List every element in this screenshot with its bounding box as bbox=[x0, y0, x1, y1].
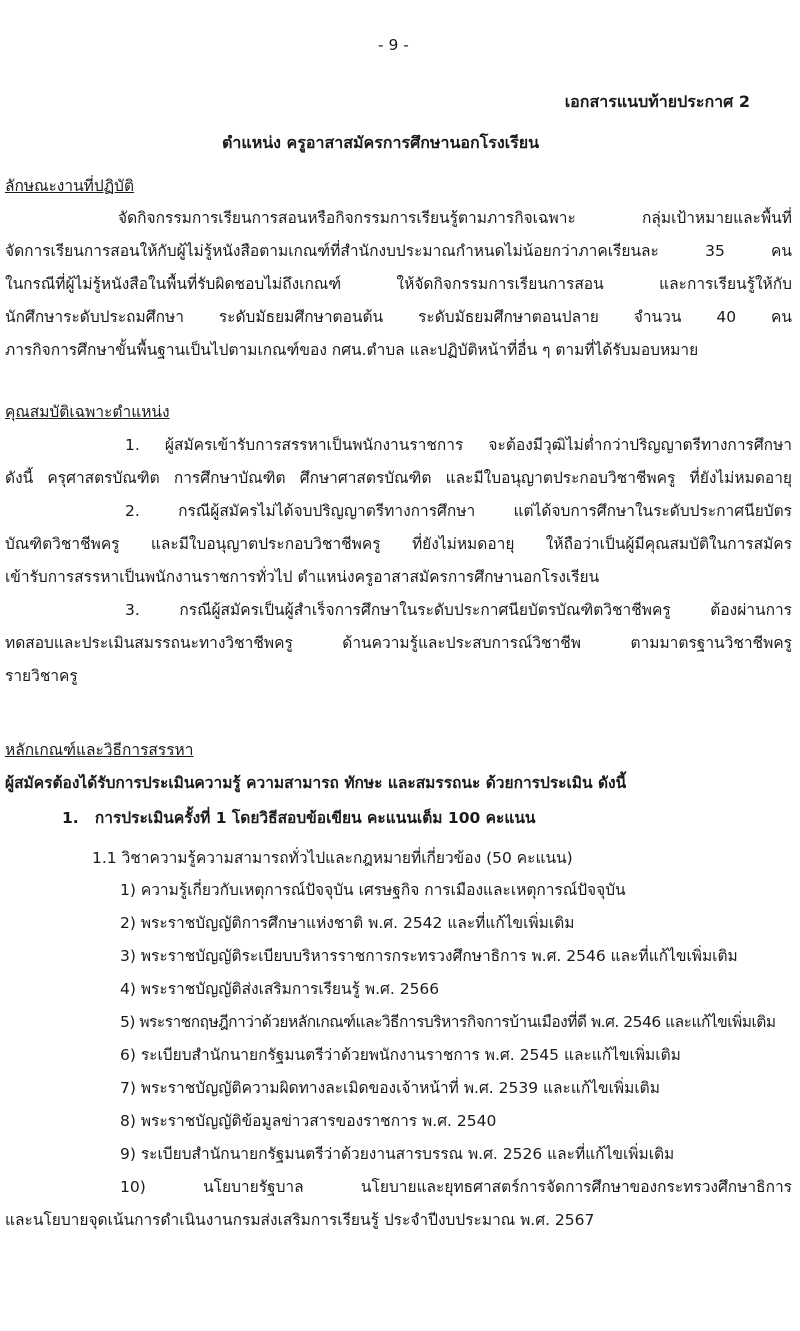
paragraph-line: จัดกิจกรรมการเรียนการสอนหรือกิจกรรมการเรียนรู้ตามภารกิจเฉพาะ กลุ่มเป้าหมายและพื้นที่ bbox=[118, 209, 792, 227]
paragraph-line: ทดสอบและประเมินสมรรถนะทางวิชาชีพครู ด้านความรู้และประสบการณ์วิชาชีพ ตามมาตรฐานวิชาชีพครู bbox=[5, 634, 792, 652]
list-item: 1) ความรู้เกี่ยวกับเหตุการณ์ปัจจุบัน เศรษฐกิจ การเมืองและเหตุการณ์ปัจจุบัน bbox=[120, 881, 626, 899]
list-item: 9) ระเบียบสำนักนายกรัฐมนตรีว่าด้วยงานสารบรรณ พ.ศ. 2526 และที่แก้ไขเพิ่มเติม bbox=[120, 1145, 675, 1163]
paragraph-line: 3. กรณีผู้สมัครเป็นผู้สำเร็จการศึกษาในระดับประกาศนียบัตรบัณฑิตวิชาชีพครู ต้องผ่านการ bbox=[125, 601, 792, 619]
paragraph-line: 1. ผู้สมัครเข้ารับการสรรหาเป็นพนักงานราชการ จะต้องมีวุฒิไม่ต่ำกว่าปริญญาตรีทางการศึกษา bbox=[125, 436, 792, 454]
list-item: 7) พระราชบัญญัติความผิดทางละเมิดของเจ้าหน้าที่ พ.ศ. 2539 และแก้ไขเพิ่มเติม bbox=[120, 1079, 660, 1097]
list-item: 5) พระราชกฤษฎีกาว่าด้วยหลักเกณฑ์และวิธีการบริหารกิจการบ้านเมืองที่ดี พ.ศ. 2546 และแก้ไขเพิ่มเติม bbox=[120, 1013, 776, 1031]
paragraph-line: 2. กรณีผู้สมัครไม่ได้จบปริญญาตรีทางการศึกษา แต่ได้จบการศึกษาในระดับประกาศนียบัตร bbox=[125, 502, 792, 520]
selection-heading: หลักเกณฑ์และวิธีการสรรหา bbox=[5, 741, 194, 759]
list-item-continuation: และนโยบายจุดเน้นการดำเนินงานกรมส่งเสริมการเรียนรู้ ประจำปีงบประมาณ พ.ศ. 2567 bbox=[5, 1211, 595, 1229]
paragraph-line: นักศึกษาระดับประถมศึกษา ระดับมัธยมศึกษาตอนต้น ระดับมัธยมศึกษาตอนปลาย จำนวน 40 คน bbox=[5, 308, 792, 326]
paragraph-line: บัณฑิตวิชาชีพครู และมีใบอนุญาตประกอบวิชาชีพครู ที่ยังไม่หมดอายุ ให้ถือว่าเป็นผู้มีคุณสมบัติในการสมัคร bbox=[5, 535, 792, 553]
selection-intro: ผู้สมัครต้องได้รับการประเมินความรู้ ความสามารถ ทักษะ และสมรรถนะ ด้วยการประเมิน ดังนี้ bbox=[5, 774, 627, 792]
paragraph-line: รายวิชาครู bbox=[5, 667, 78, 685]
paragraph-line: ดังนี้ ครุศาสตรบัณฑิต การศึกษาบัณฑิต ศึกษาศาสตรบัณฑิต และมีใบอนุญาตประกอบวิชาชีพครู ที่ยังไม่หมดอายุ bbox=[5, 469, 792, 487]
list-item: 2) พระราชบัญญัติการศึกษาแห่งชาติ พ.ศ. 2542 และที่แก้ไขเพิ่มเติม bbox=[120, 914, 575, 932]
paragraph-line: ภารกิจการศึกษาขั้นพื้นฐานเป็นไปตามเกณฑ์ของ กศน.ตำบล และปฏิบัติหน้าที่อื่น ๆ ตามที่ได้รับมอบหมาย bbox=[5, 341, 699, 359]
list-item: 4) พระราชบัญญัติส่งเสริมการเรียนรู้ พ.ศ. 2566 bbox=[120, 980, 440, 998]
list-item: 10) นโยบายรัฐบาล นโยบายและยุทธศาสตร์การจัดการศึกษาของกระทรวงศึกษาธิการ bbox=[120, 1178, 792, 1196]
paragraph-line: จัดการเรียนการสอนให้กับผู้ไม่รู้หนังสือตามเกณฑ์ที่สำนักงบประมาณกำหนดไม่น้อยกว่าภาคเรียนละ 35 คน bbox=[5, 242, 792, 260]
list-item: 6) ระเบียบสำนักนายกรัฐมนตรีว่าด้วยพนักงานราชการ พ.ศ. 2545 และแก้ไขเพิ่มเติม bbox=[120, 1046, 681, 1064]
paragraph-line: เข้ารับการสรรหาเป็นพนักงานราชการทั่วไป ตำแหน่งครูอาสาสมัครการศึกษานอกโรงเรียน bbox=[5, 568, 600, 586]
list-item: 3) พระราชบัญญัติระเบียบบริหารราชการกระทรวงศึกษาธิการ พ.ศ. 2546 และที่แก้ไขเพิ่มเติม bbox=[120, 947, 738, 965]
list-item: 8) พระราชบัญญัติข้อมูลข่าวสารของราชการ พ.ศ. 2540 bbox=[120, 1112, 497, 1130]
paragraph-line: ในกรณีที่ผู้ไม่รู้หนังสือในพื้นที่รับผิดชอบไม่ถึงเกณฑ์ ให้จัดกิจกรรมการเรียนการสอน และการเรียนรู้ให้กับ bbox=[5, 275, 792, 293]
subject-heading: 1.1 วิชาความรู้ความสามารถทั่วไปและกฎหมายที่เกี่ยวข้อง (50 คะแนน) bbox=[92, 849, 573, 867]
annex-label: เอกสารแนบท้ายประกาศ 2 bbox=[564, 92, 750, 111]
duties-heading: ลักษณะงานที่ปฏิบัติ bbox=[5, 177, 135, 195]
page-number: - 9 - bbox=[378, 36, 409, 54]
qualifications-heading: คุณสมบัติเฉพาะตำแหน่ง bbox=[5, 403, 170, 421]
round1-heading: 1. การประเมินครั้งที่ 1 โดยวิธีสอบข้อเขียน คะแนนเต็ม 100 คะแนน bbox=[62, 809, 536, 827]
document-title: ตำแหน่ง ครูอาสาสมัครการศึกษานอกโรงเรียน bbox=[222, 133, 540, 152]
